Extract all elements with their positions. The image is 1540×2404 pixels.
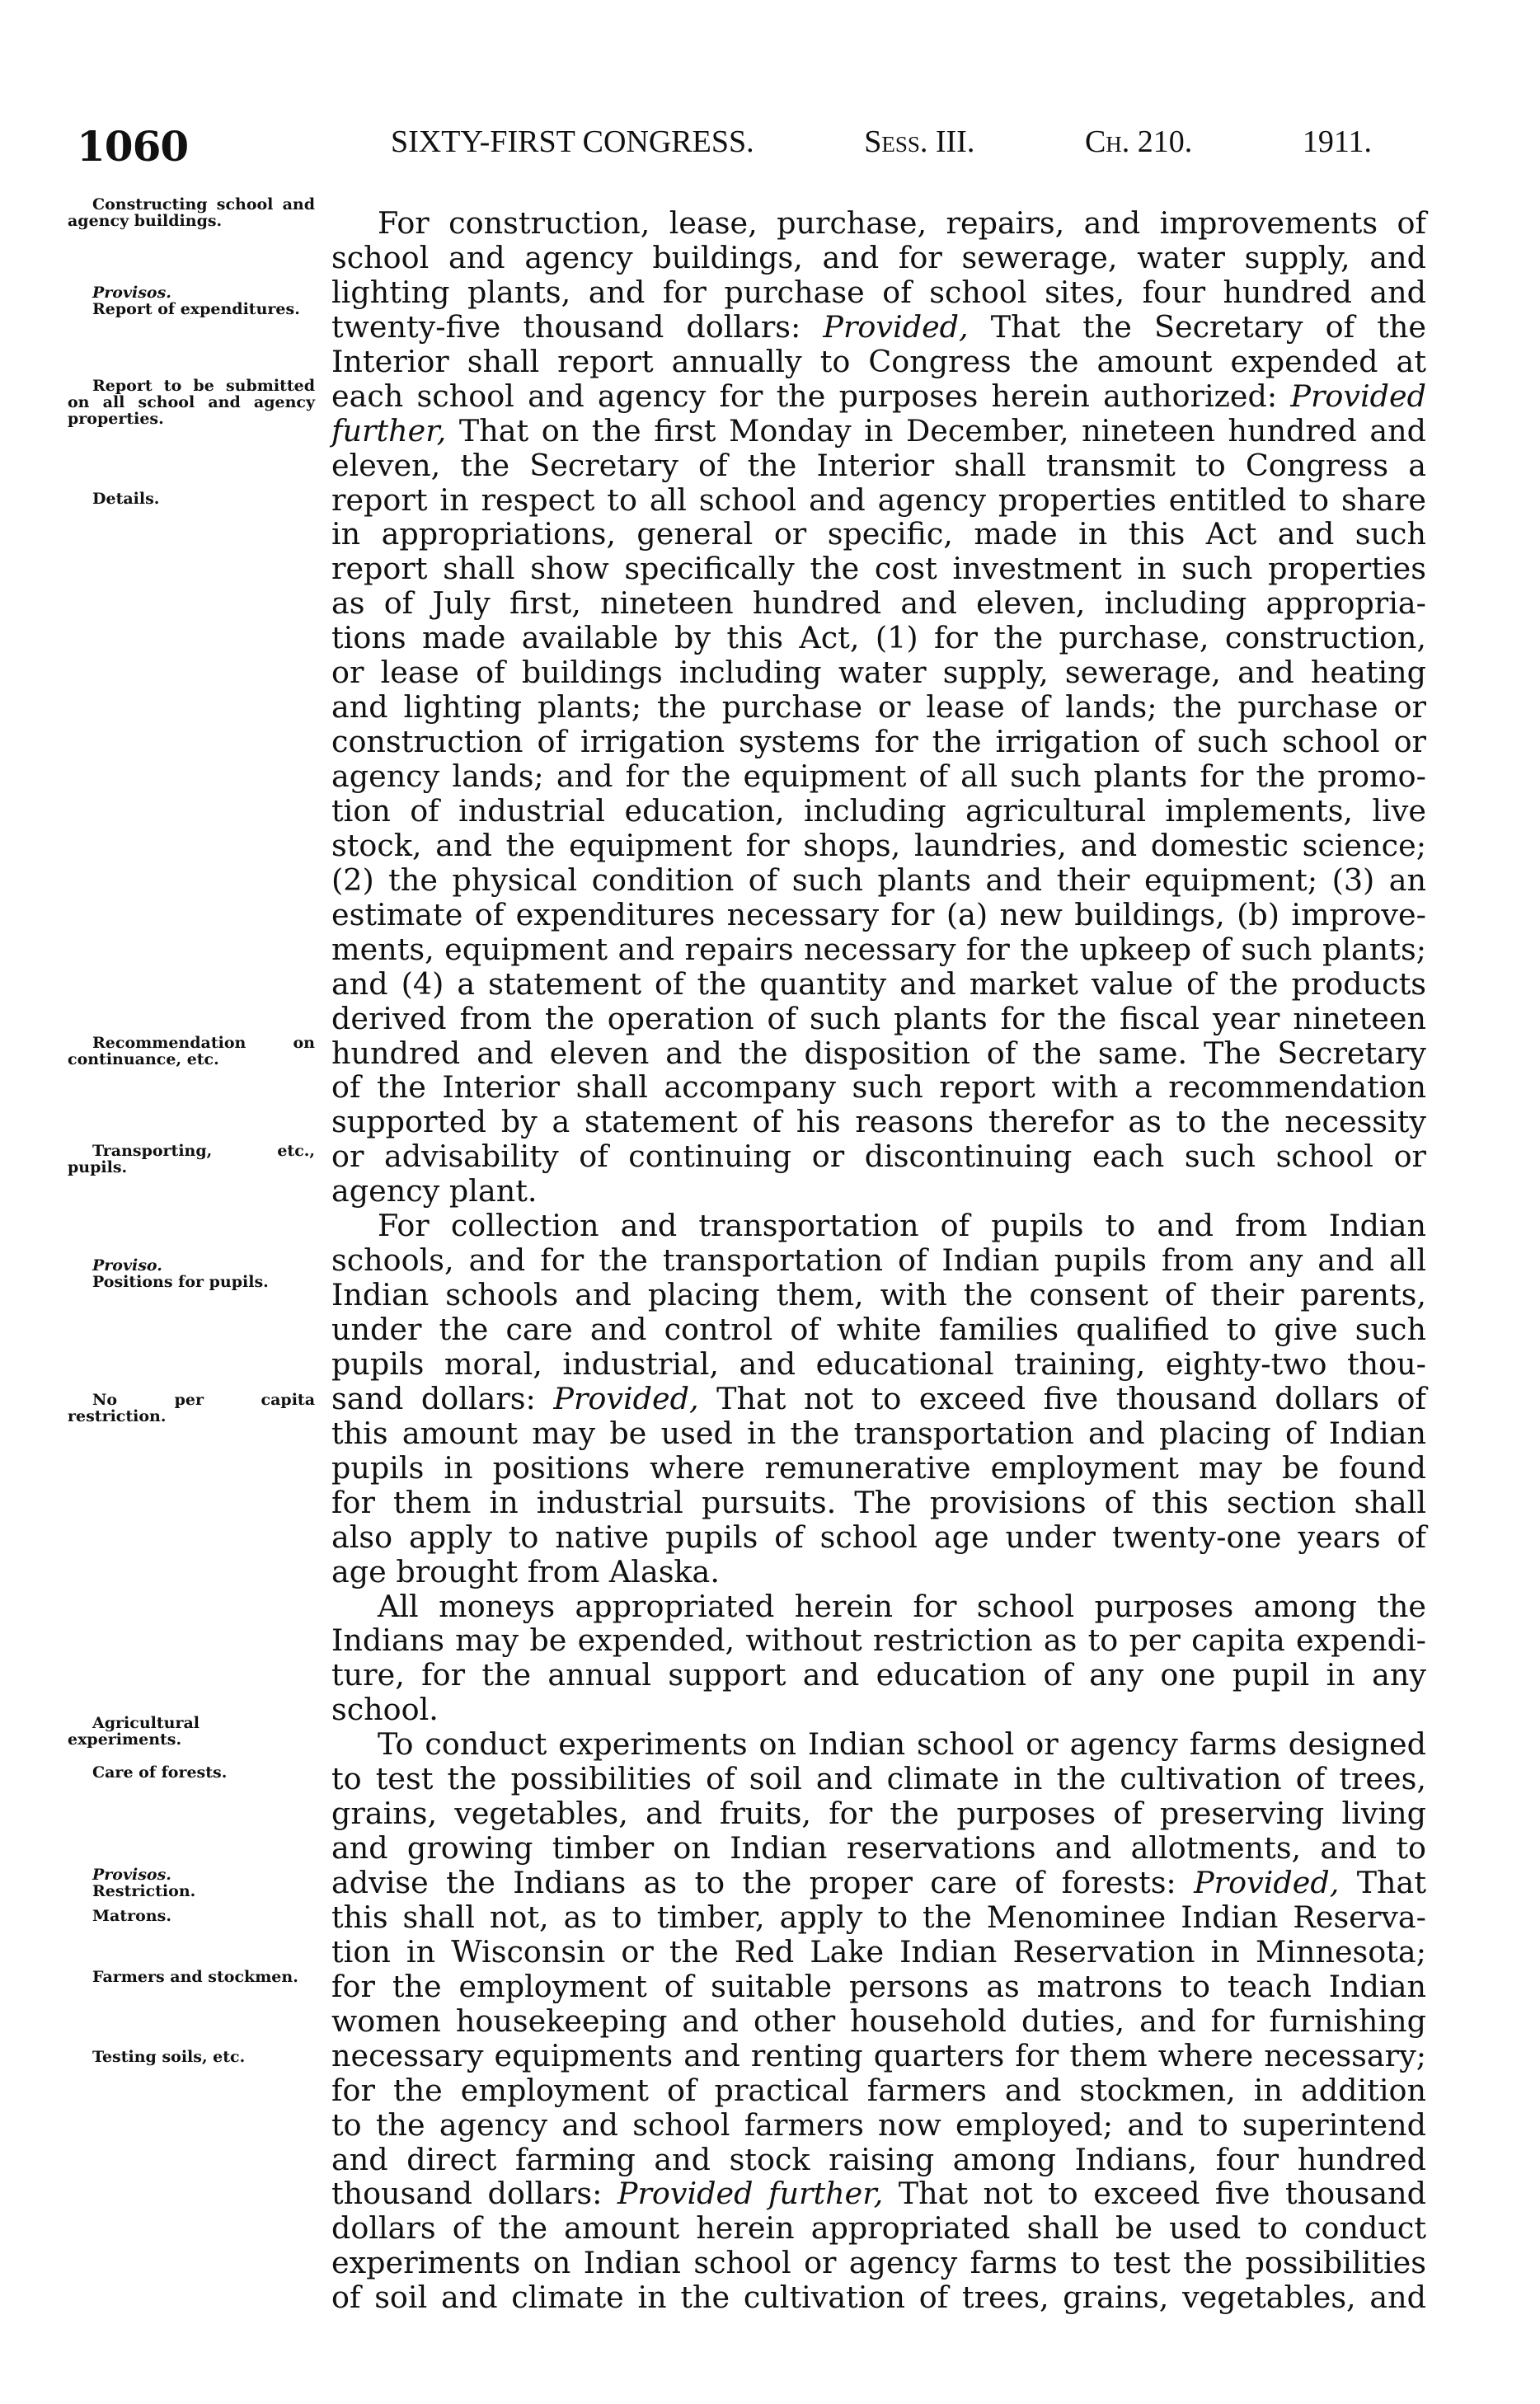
text-segment: pupils in positions where remunerative employment may be found	[331, 1449, 1426, 1486]
text-segment: supported by a statement of his reasons therefor as to the necessity	[331, 1104, 1426, 1140]
text-line	[331, 621, 1426, 655]
text-segment: sand dollars:	[331, 1380, 554, 1416]
text-line	[331, 794, 1426, 829]
text-segment: thousand dollars:	[331, 2176, 617, 2212]
text-segment: and direct farming and stock raising among Indians, four hundred	[331, 2141, 1426, 2177]
text-line	[331, 1174, 1426, 1209]
margin-note	[68, 378, 315, 427]
text-line	[331, 1416, 1426, 1451]
text-line	[331, 725, 1426, 759]
text-line	[331, 1139, 1426, 1174]
text-segment: under the care and control of white families qualified to give such	[331, 1312, 1426, 1347]
text-segment: pupils moral, industrial, and educational training, eighty-two thou-	[331, 1345, 1426, 1382]
running-head	[391, 124, 1372, 160]
text-line	[331, 206, 1426, 241]
text-line	[331, 2143, 1426, 2177]
text-line	[331, 2246, 1426, 2280]
text-segment: for the employment of suitable persons as matrons to teach Indian	[331, 1968, 1426, 2004]
margin-note	[68, 284, 315, 317]
text-line	[331, 1278, 1426, 1312]
text-segment: stock, and the equipment for shops, laundries, and domestic science;	[331, 827, 1426, 863]
margin-note-label: Provisos.	[92, 1866, 171, 1884]
margin-note-text: Transporting, etc., pupils.	[68, 1142, 315, 1176]
text-line	[331, 1486, 1426, 1520]
margin-note	[68, 1764, 315, 1781]
text-segment: in appropriations, general or specific, made in this Act and such	[331, 516, 1426, 552]
text-line	[331, 414, 1426, 448]
text-segment: ments, equipment and repairs necessary for the upkeep of such plants;	[331, 931, 1426, 967]
text-segment: report shall show specifically the cost investment in such properties	[331, 551, 1426, 587]
text-line	[331, 2176, 1426, 2211]
text-line	[331, 1762, 1426, 1796]
text-segment: to the agency and school farmers now employed; and to superintend	[331, 2106, 1426, 2143]
margin-note	[68, 196, 315, 229]
margin-note-text: Testing soils, etc.	[92, 2048, 246, 2066]
text-line	[331, 1243, 1426, 1278]
text-line	[331, 1658, 1426, 1693]
margin-note-text: Constructing school and agency buildings.	[68, 195, 315, 230]
margin-note-text: Care of forests.	[92, 1763, 228, 1782]
margin-note-text: Agricultural experiments.	[68, 1714, 200, 1749]
margin-note	[68, 1866, 315, 1899]
italic-segment: Provided further,	[617, 2176, 884, 2212]
text-line	[331, 690, 1426, 725]
text-line	[331, 967, 1426, 1002]
margin-note-text: Recommendation on continuance, etc.	[68, 1034, 315, 1068]
text-segment: report in respect to all school and agency properties entitled to share	[331, 481, 1426, 518]
text-line	[331, 1900, 1426, 1935]
margin-note	[68, 1969, 315, 1985]
chapter: Ch. 210.	[1084, 124, 1193, 159]
text-segment: derived from the operation of such plants for the fiscal year nineteen	[331, 1000, 1426, 1036]
text-line	[331, 932, 1426, 967]
text-line	[331, 1312, 1426, 1347]
margin-note	[68, 491, 315, 507]
margin-note	[68, 1143, 315, 1176]
margin-note-text: Details.	[92, 490, 160, 508]
margin-note	[68, 2049, 315, 2065]
italic-segment: Provided,	[1194, 1865, 1340, 1900]
text-line	[331, 1970, 1426, 2004]
margin-note	[68, 1035, 315, 1068]
text-segment: for them in industrial pursuits. The provisions of this section shall	[331, 1484, 1426, 1520]
text-line	[331, 345, 1426, 379]
text-line	[331, 1796, 1426, 1831]
text-line	[331, 2108, 1426, 2143]
text-segment: construction of irrigation systems for the irrigation of such school or	[331, 724, 1426, 760]
text-line	[331, 1036, 1426, 1071]
margin-note	[68, 1392, 315, 1425]
text-segment: To conduct experiments on Indian school or agency farms designed	[378, 1726, 1426, 1763]
text-segment: advise the Indians as to the proper care of forests:	[331, 1865, 1195, 1900]
text-line	[331, 1347, 1426, 1382]
text-line	[331, 863, 1426, 898]
text-line	[331, 1693, 1426, 1727]
text-segment: That not to exceed five thousand	[883, 2176, 1426, 2212]
text-segment: agency plant.	[331, 1173, 538, 1209]
congress-title: SIXTY-FIRST CONGRESS.	[391, 124, 754, 159]
text-segment: Interior shall report annually to Congress the amount expended at	[331, 343, 1426, 379]
text-segment: That on the first Monday in December, nineteen hundred and	[446, 412, 1426, 448]
text-segment: school.	[331, 1692, 439, 1728]
text-segment: twenty-five thousand dollars:	[331, 308, 824, 345]
text-segment: or lease of buildings including water supply, sewerage, and heating	[331, 655, 1426, 691]
text-segment: this amount may be used in the transportation and placing of Indian	[331, 1415, 1426, 1451]
text-segment: experiments on Indian school or agency farms to test the possibilities	[331, 2245, 1426, 2281]
text-line	[331, 1555, 1426, 1589]
text-segment: school and agency buildings, and for sewerage, water supply, and	[331, 239, 1426, 275]
margin-note-text: Report to be submitted on all school and agency properties.	[68, 377, 315, 428]
italic-segment: further,	[331, 412, 447, 448]
text-line	[331, 1002, 1426, 1036]
text-line	[331, 552, 1426, 586]
margin-note-text: Restriction.	[92, 1882, 196, 1900]
text-segment: each school and agency for the purposes herein authorized:	[331, 378, 1291, 414]
text-segment: age brought from Alaska.	[331, 1553, 720, 1589]
text-segment: of soil and climate in the cultivation of trees, grains, vegetables, and	[331, 2280, 1426, 2316]
text-segment: estimate of expenditures necessary for (a) new buildings, (b) improve-	[331, 896, 1426, 932]
text-line	[331, 586, 1426, 621]
margin-note	[68, 1715, 315, 1748]
text-segment: hundred and eleven and the disposition of the same. The Secretary	[331, 1035, 1426, 1071]
text-segment: That not to exceed five thousand dollars of	[698, 1380, 1426, 1416]
text-line	[331, 1209, 1426, 1243]
text-line	[331, 1935, 1426, 1970]
margin-note-label: Provisos.	[92, 284, 171, 302]
margin-note-text: Positions for pupils.	[92, 1273, 269, 1291]
text-segment: also apply to native pupils of school age under twenty-one years of	[331, 1519, 1426, 1555]
margin-note-label: Proviso.	[92, 1256, 162, 1275]
text-segment: tion in Wisconsin or the Red Lake Indian Reservation in Minnesota;	[331, 1933, 1426, 1970]
page-number: 1060	[77, 122, 189, 171]
text-line	[331, 379, 1426, 414]
text-line	[331, 2280, 1426, 2315]
text-segment: schools, and for the transportation of Indian pupils from any and all	[331, 1242, 1426, 1279]
text-segment: For construction, lease, purchase, repairs, and improvements of	[378, 205, 1426, 241]
text-segment: Indian schools and placing them, with the consent of their parents,	[331, 1277, 1426, 1313]
text-line	[331, 1451, 1426, 1486]
text-segment: For collection and transportation of pupils to and from Indian	[378, 1208, 1426, 1244]
text-segment: this shall not, as to timber, apply to the Menominee Indian Reserva-	[331, 1899, 1426, 1935]
text-line	[331, 1623, 1426, 1658]
text-segment: lighting plants, and for purchase of school sites, four hundred and	[331, 274, 1426, 310]
text-line	[331, 829, 1426, 863]
text-line	[331, 2211, 1426, 2246]
italic-segment: Provided	[1290, 378, 1426, 414]
text-segment: dollars of the amount herein appropriated shall be used to conduct	[331, 2210, 1426, 2247]
text-line	[331, 2073, 1426, 2108]
text-line	[331, 517, 1426, 552]
text-line	[331, 448, 1426, 483]
text-line	[331, 1831, 1426, 1866]
text-line	[331, 1520, 1426, 1555]
text-line	[331, 2039, 1426, 2073]
text-line	[331, 1866, 1426, 1900]
text-segment: Indians may be expended, without restriction as to per capita expendi-	[331, 1622, 1426, 1659]
text-line	[331, 483, 1426, 518]
text-segment: All moneys appropriated herein for school purposes among the	[378, 1588, 1426, 1624]
text-line	[331, 1589, 1426, 1624]
session: Sess. III.	[864, 124, 975, 159]
year: 1911.	[1302, 124, 1372, 159]
text-segment: eleven, the Secretary of the Interior shall transmit to Congress a	[331, 447, 1426, 483]
margin-note-text: No per capita restriction.	[68, 1391, 315, 1425]
margin-note	[68, 1908, 315, 1924]
text-line	[331, 759, 1426, 794]
text-segment: grains, vegetables, and fruits, for the purposes of preserving living	[331, 1796, 1426, 1832]
margin-note-text: Matrons.	[92, 1907, 171, 1925]
text-segment: necessary equipments and renting quarters for them where necessary;	[331, 2037, 1426, 2073]
text-segment: agency lands; and for the equipment of all such plants for the promo-	[331, 758, 1426, 794]
margin-note	[68, 1257, 315, 1290]
text-line	[331, 1070, 1426, 1105]
italic-segment: Provided,	[823, 308, 969, 345]
text-line	[331, 1105, 1426, 1139]
text-segment: and growing timber on Indian reservations and allotments, and to	[331, 1830, 1426, 1866]
margin-note-text: Farmers and stockmen.	[92, 1968, 298, 1986]
text-line	[331, 1382, 1426, 1416]
text-segment: and lighting plants; the purchase or lease of lands; the purchase or	[331, 689, 1426, 725]
text-segment: (2) the physical condition of such plants and their equipment; (3) an	[331, 862, 1426, 898]
text-segment: That the Secretary of the	[968, 308, 1426, 345]
margin-note-text: Report of expenditures.	[92, 300, 300, 318]
text-segment: for the employment of practical farmers and stockmen, in addition	[331, 2072, 1426, 2108]
text-segment: tions made available by this Act, (1) for the purchase, construction,	[331, 620, 1426, 656]
text-segment: or advisability of continuing or discontinuing each such school or	[331, 1139, 1426, 1175]
text-segment: as of July first, nineteen hundred and eleven, including appropria-	[331, 585, 1426, 622]
text-line	[331, 2004, 1426, 2039]
text-segment: to test the possibilities of soil and climate in the cultivation of trees,	[331, 1761, 1426, 1797]
text-segment: tion of industrial education, including agricultural implements, live	[331, 792, 1426, 829]
text-segment: ture, for the annual support and education of any one pupil in any	[331, 1657, 1426, 1693]
text-segment: of the Interior shall accompany such report with a recommendation	[331, 1069, 1426, 1106]
text-line	[331, 898, 1426, 932]
text-segment: That	[1339, 1865, 1426, 1900]
text-line	[331, 241, 1426, 275]
text-line	[331, 310, 1426, 345]
text-segment: women housekeeping and other household duties, and for furnishing	[331, 2003, 1426, 2039]
statute-text	[331, 206, 1426, 2315]
italic-segment: Provided,	[553, 1380, 699, 1416]
text-line	[331, 655, 1426, 690]
text-segment: and (4) a statement of the quantity and market value of the products	[331, 965, 1426, 1002]
text-line	[331, 1727, 1426, 1762]
text-line	[331, 275, 1426, 310]
